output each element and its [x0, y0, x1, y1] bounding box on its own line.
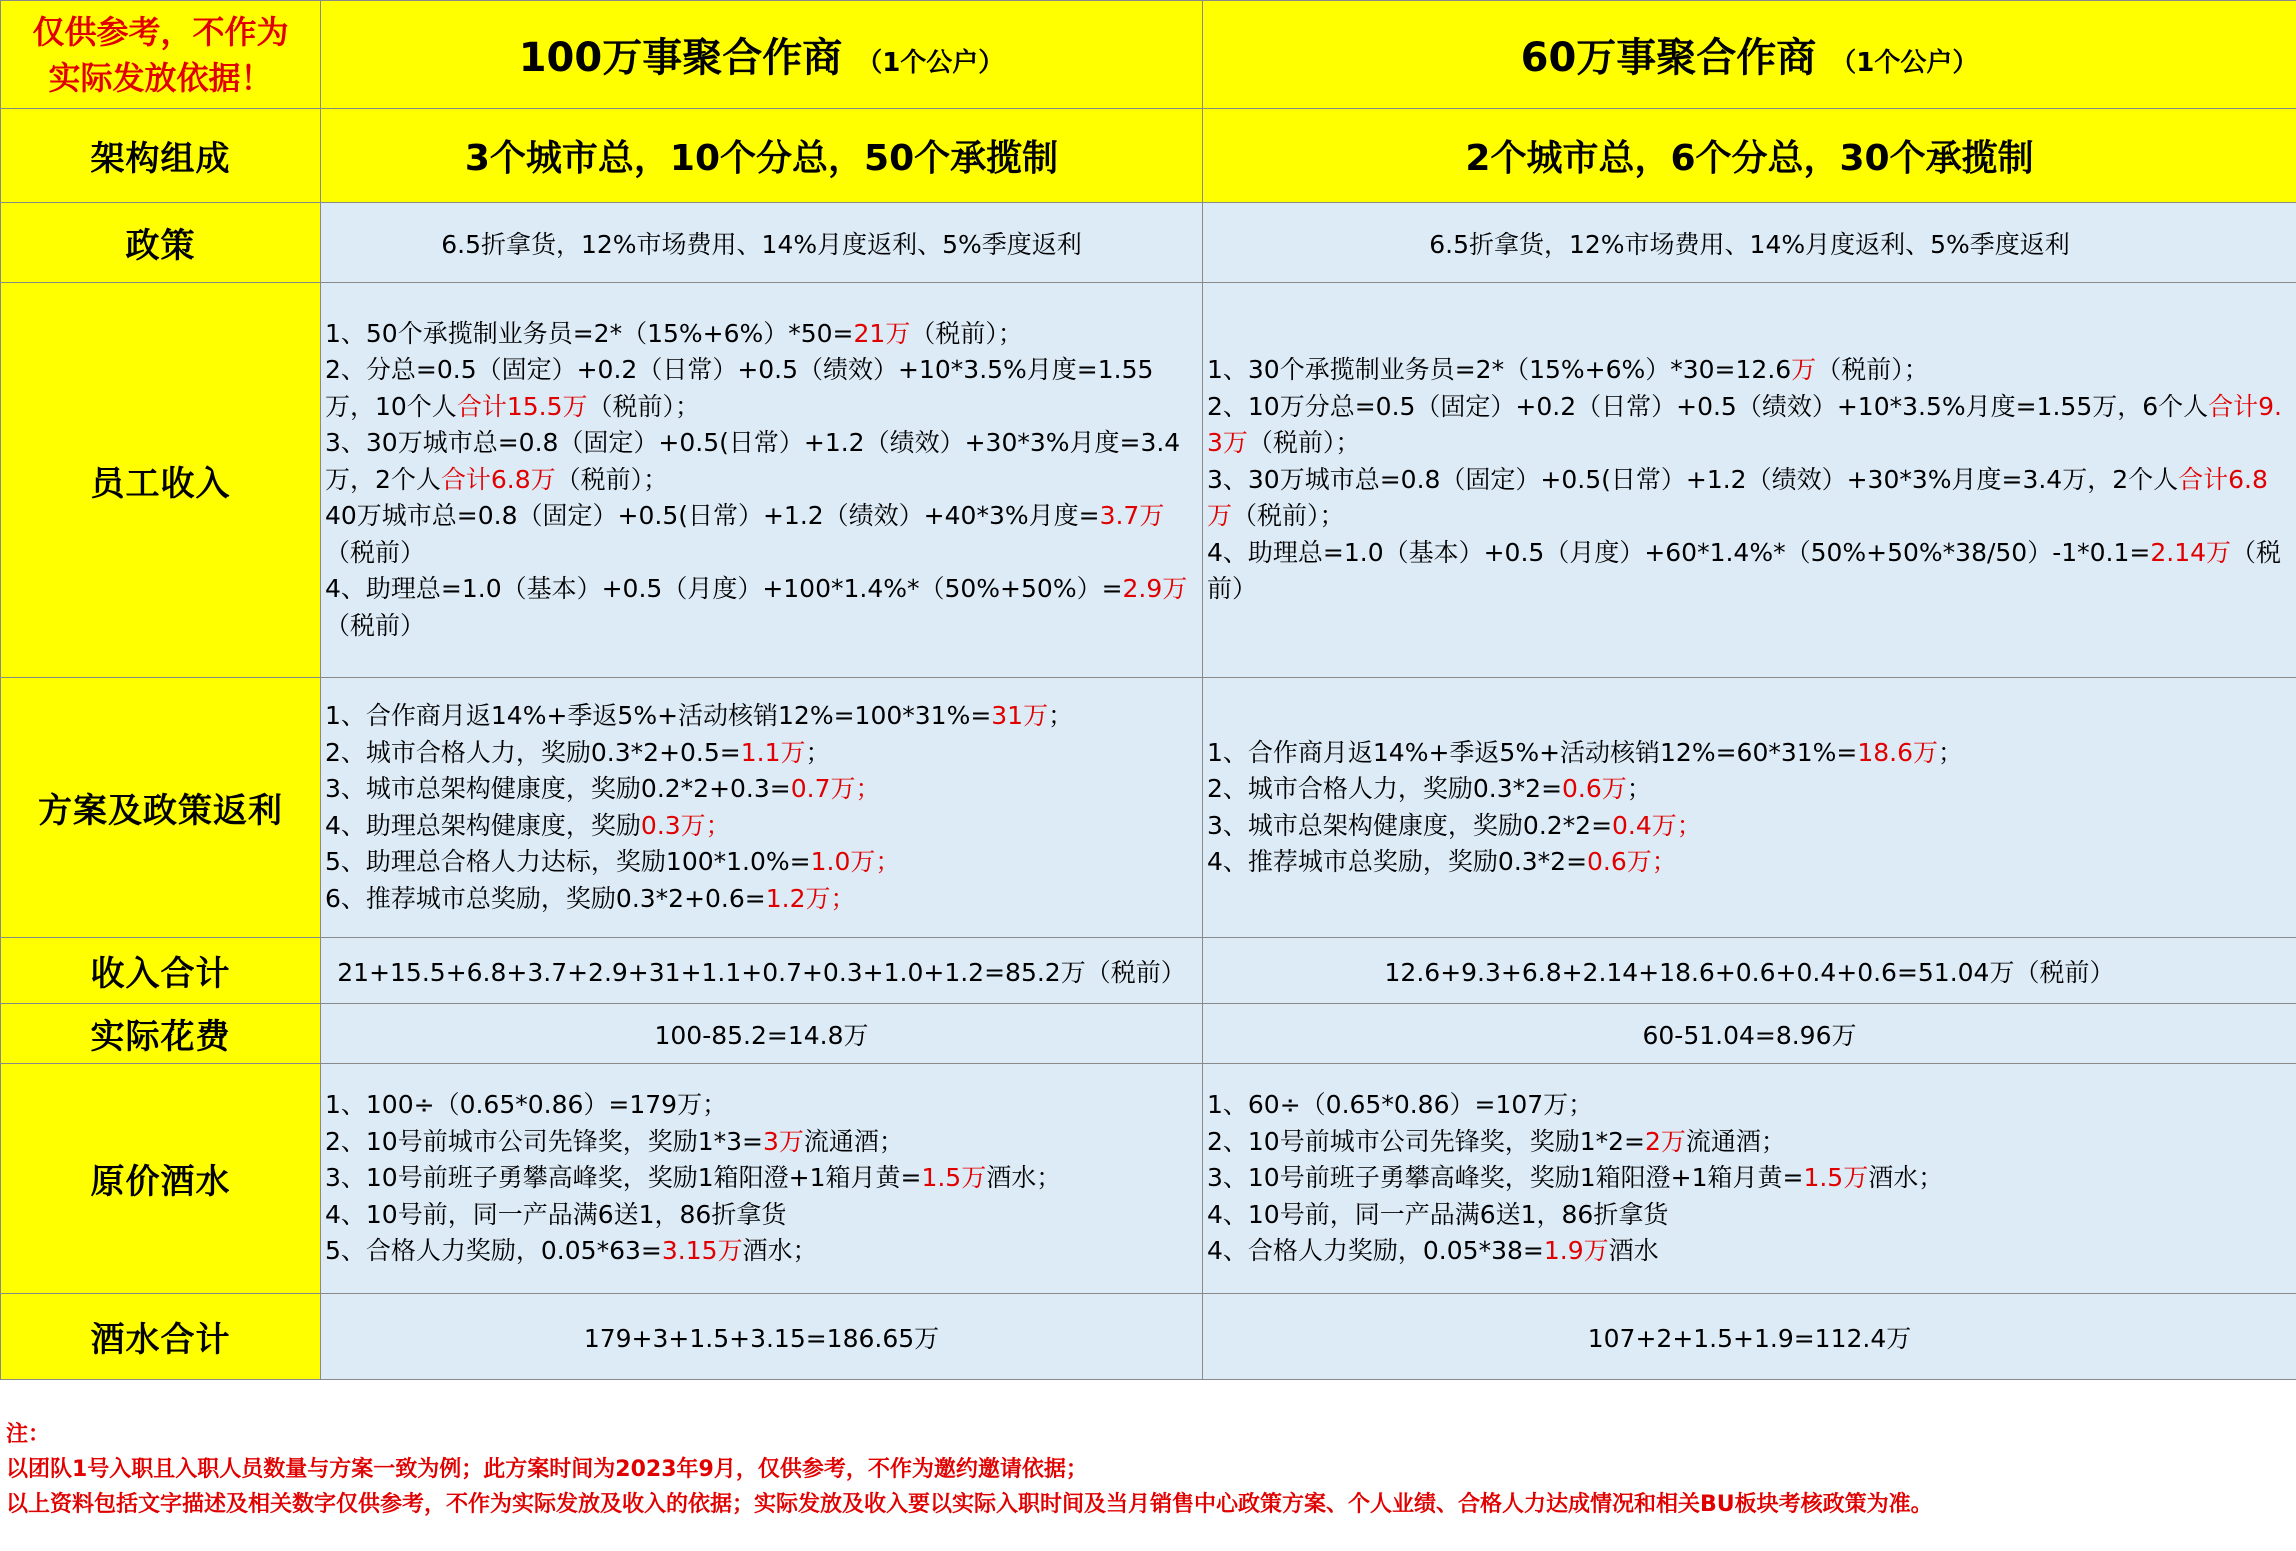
disclaimer-line-1: 仅供参考，不作为 [32, 12, 289, 51]
line-text: 4、推荐城市总奖励，奖励0.3*2= [1207, 847, 1588, 876]
line-text: ； [1048, 701, 1074, 730]
line-text: 3、30万城市总=0.8（固定）+0.5(日常）+1.2（绩效）+30*3%月度=3.4万，2个人 [1207, 464, 2179, 494]
line-text: ； [805, 737, 831, 767]
highlight-value: 合计15.5万 [456, 391, 588, 421]
highlight-value: 万 [1791, 355, 1817, 385]
highlight-value: 0.7万； [790, 774, 881, 803]
line-text: 1、合作商月返14%+季返5%+活动核销12%=100*31%= [325, 701, 992, 730]
cell-line [1207, 1124, 2292, 1161]
line-text: 流通酒； [1685, 1126, 1786, 1156]
line-text: 酒水； [1868, 1163, 1944, 1193]
highlight-value: 2万 [1644, 1126, 1686, 1156]
line-text: 2、城市合格人力，奖励0.3*2= [1207, 774, 1563, 803]
actual-cost-100w: 100-85.2=14.8万 [321, 1004, 1203, 1064]
cell-line [1207, 808, 2292, 845]
actual-cost-60w: 60-51.04=8.96万 [1203, 1004, 2296, 1064]
line-text: 酒水； [986, 1163, 1062, 1193]
line-text: 6、推荐城市总奖励，奖励0.3*2+0.6= [325, 883, 766, 913]
cell-line [325, 698, 1198, 735]
cell-line [1207, 844, 2292, 881]
line-text: 酒水 [1608, 1236, 1659, 1266]
line-text: 2、10万分总=0.5（固定）+0.2（日常）+0.5（绩效）+10*3.5%月度=1.55万，6个人 [1207, 391, 2209, 421]
row-wine [1, 1064, 2296, 1294]
cell-line [325, 352, 1198, 425]
wine-total-100w: 179+3+1.5+3.15=186.65万 [321, 1294, 1203, 1380]
highlight-value: 21万 [853, 318, 911, 348]
row-wine-total [1, 1294, 2296, 1380]
cell-line [1207, 1087, 2292, 1124]
highlight-value: 0.6万； [1587, 847, 1677, 876]
cell-line [1207, 1233, 2292, 1270]
highlight-value: 31万 [991, 701, 1049, 730]
line-text: （税前）； [910, 318, 1023, 348]
line-text: 2、10号前城市公司先锋奖，奖励1*2= [1207, 1126, 1645, 1156]
cell-line [325, 1087, 1198, 1124]
highlight-value: 1.5万 [921, 1163, 987, 1193]
line-text: 3、城市总架构健康度，奖励0.2*2+0.3= [325, 774, 791, 803]
highlight-value: 1.5万 [1803, 1163, 1869, 1193]
highlight-value: 18.6万 [1857, 737, 1939, 767]
cell-line [325, 316, 1198, 353]
column-header-60w [1203, 1, 2296, 109]
row-label-income-total: 收入合计 [1, 938, 321, 1004]
line-text: 3、10号前班子勇攀高峰奖，奖励1箱阳澄+1箱月黄= [325, 1163, 922, 1193]
cell-line [325, 571, 1198, 644]
highlight-value: 3.7万 [1099, 501, 1165, 531]
column-title-60w: 60万事聚合作商 [1520, 35, 1817, 81]
line-text: （税前）； [1232, 501, 1345, 531]
cell-line [1207, 1160, 2292, 1197]
highlight-value: 2.14万 [2150, 537, 2232, 567]
wine-100w [321, 1064, 1203, 1294]
highlight-value: 1.0万； [810, 847, 901, 876]
line-text: （税前）； [587, 391, 700, 421]
cell-line [1207, 735, 2292, 772]
plan-100w [321, 678, 1203, 938]
line-text: 流通酒； [803, 1126, 904, 1156]
cell-line [1207, 1197, 2292, 1234]
row-policy [1, 203, 2296, 283]
cell-line [325, 735, 1198, 772]
disclaimer-line-2: 实际发放依据！ [48, 58, 273, 97]
line-text: 3、30万城市总=0.8（固定）+0.5(日常）+1.2（绩效）+30*3%月度=3.4万，2个人 [325, 428, 1181, 494]
column-subtitle-100w: （1个公户） [856, 48, 1005, 78]
cell-line [325, 1160, 1198, 1197]
cell-line [325, 498, 1198, 571]
line-text: （税前） [325, 610, 426, 640]
line-text: 4、10号前，同一产品满6送1，86折拿货 [325, 1199, 787, 1229]
cell-line [1207, 352, 2292, 389]
row-arch [1, 109, 2296, 203]
cell-line [325, 1233, 1198, 1270]
highlight-value: 0.3万； [640, 810, 731, 840]
row-actual-cost [1, 1004, 2296, 1064]
highlight-value: 合计6.8万 [440, 464, 556, 494]
row-plan [1, 678, 2296, 938]
line-text: 4、助理总架构健康度，奖励 [325, 810, 641, 840]
income-total-100w: 21+15.5+6.8+3.7+2.9+31+1.1+0.7+0.3+1.0+1.2=85.2万（税前） [321, 938, 1203, 1004]
plan-60w [1203, 678, 2296, 938]
policy-60w: 6.5折拿货，12%市场费用、14%月度返利、5%季度返利 [1203, 203, 2296, 283]
line-text: （税前）； [1816, 355, 1929, 385]
highlight-value: 3万 [762, 1126, 804, 1156]
line-text: 4、助理总=1.0（基本）+0.5（月度）+60*1.4%*（50%+50%*38/50）-1*0.1= [1207, 537, 2151, 567]
row-income-total [1, 938, 2296, 1004]
line-text: 1、30个承揽制业务员=2*（15%+6%）*30=12.6 [1207, 355, 1792, 385]
column-header-100w [321, 1, 1203, 109]
line-text: 1、合作商月返14%+季返5%+活动核销12%=60*31%= [1207, 737, 1858, 767]
line-text: 4、10号前，同一产品满6送1，86折拿货 [1207, 1199, 1669, 1229]
cell-line [325, 1197, 1198, 1234]
row-label-arch: 架构组成 [1, 109, 321, 203]
line-text: 1、60÷（0.65*0.86）=107万； [1207, 1090, 1594, 1120]
footnote-line-1: 以团队1号入职且入职人员数量与方案一致为例；此方案时间为2023年9月，仅供参考，不作为邀约邀请依据； [6, 1457, 1088, 1482]
line-text: ； [1938, 737, 1964, 767]
cell-line [1207, 771, 2292, 808]
cell-line [325, 771, 1198, 808]
highlight-value: 3.15万 [661, 1236, 743, 1266]
cell-line [1207, 462, 2292, 535]
highlight-value: 合计9.3万 [1207, 391, 2282, 458]
footnote-line-2: 以上资料包括文字描述及相关数字仅供参考，不作为实际发放及收入的依据；实际发放及收入要以实际入职时间及当月销售中心政策方案、个人业绩、合格人力达成情况和相关BU板块考核政策为准。 [6, 1492, 1933, 1517]
row-label-income: 员工收入 [1, 283, 321, 678]
disclaimer-cell [1, 1, 321, 109]
line-text: 4、合格人力奖励，0.05*38= [1207, 1236, 1544, 1266]
line-text: 40万城市总=0.8（固定）+0.5(日常）+1.2（绩效）+40*3%月度= [325, 501, 1100, 531]
cell-line [325, 425, 1198, 498]
row-label-plan: 方案及政策返利 [1, 678, 321, 938]
policy-100w: 6.5折拿货，12%市场费用、14%月度返利、5%季度返利 [321, 203, 1203, 283]
line-text: （税前） [325, 537, 426, 567]
wine-total-60w: 107+2+1.5+1.9=112.4万 [1203, 1294, 2296, 1380]
line-text: （税前）； [1247, 428, 1361, 458]
highlight-value: 1.9万 [1543, 1236, 1609, 1266]
highlight-value: 2.9万 [1122, 574, 1188, 604]
header-row [1, 1, 2296, 109]
cell-line [1207, 535, 2292, 608]
line-text: 1、100÷（0.65*0.86）=179万； [325, 1090, 728, 1120]
column-subtitle-60w: （1个公户） [1830, 48, 1979, 78]
line-text: 4、助理总=1.0（基本）+0.5（月度）+100*1.4%*（50%+50%）= [325, 574, 1123, 604]
row-label-actual-cost: 实际花费 [1, 1004, 321, 1064]
row-label-wine-total: 酒水合计 [1, 1294, 321, 1380]
highlight-value: 0.4万； [1612, 810, 1702, 840]
highlight-value: 1.2万； [765, 883, 856, 913]
arch-60w: 2个城市总，6个分总，30个承揽制 [1203, 109, 2296, 203]
cell-line [1207, 389, 2292, 462]
cell-line [325, 844, 1198, 881]
line-text: （税前）； [555, 464, 669, 494]
row-income [1, 283, 2296, 678]
cell-line [325, 881, 1198, 918]
highlight-value: 合计6.8万 [1207, 464, 2268, 531]
footnotes [6, 1417, 1933, 1522]
row-label-policy: 政策 [1, 203, 321, 283]
line-text: 5、合格人力奖励，0.05*63= [325, 1236, 662, 1266]
arch-100w: 3个城市总，10个分总，50个承揽制 [321, 109, 1203, 203]
line-text: 1、50个承揽制业务员=2*（15%+6%）*50= [325, 318, 854, 348]
income-100w [321, 283, 1203, 678]
highlight-value: 1.1万 [740, 737, 806, 767]
column-title-100w: 100万事聚合作商 [518, 35, 843, 81]
income-60w [1203, 283, 2296, 678]
line-text: 3、城市总架构健康度，奖励0.2*2= [1207, 810, 1613, 840]
line-text: 酒水； [742, 1236, 818, 1266]
line-text: 2、城市合格人力，奖励0.3*2+0.5= [325, 737, 741, 767]
line-text: 2、10号前城市公司先锋奖，奖励1*3= [325, 1126, 763, 1156]
line-text: （税前） [1207, 537, 2282, 604]
line-text: ； [1626, 774, 1652, 803]
cell-line [325, 808, 1198, 845]
cell-line [325, 1124, 1198, 1161]
line-text: 3、10号前班子勇攀高峰奖，奖励1箱阳澄+1箱月黄= [1207, 1163, 1804, 1193]
line-text: 5、助理总合格人力达标，奖励100*1.0%= [325, 847, 811, 876]
row-label-wine: 原价酒水 [1, 1064, 321, 1294]
highlight-value: 0.6万 [1562, 774, 1627, 803]
income-total-60w: 12.6+9.3+6.8+2.14+18.6+0.6+0.4+0.6=51.04万（税前） [1203, 938, 2296, 1004]
footnote-title: 注： [6, 1422, 51, 1447]
wine-60w [1203, 1064, 2296, 1294]
line-text: 2、分总=0.5（固定）+0.2（日常）+0.5（绩效）+10*3.5%月度=1.55万，10个人 [325, 355, 1154, 421]
